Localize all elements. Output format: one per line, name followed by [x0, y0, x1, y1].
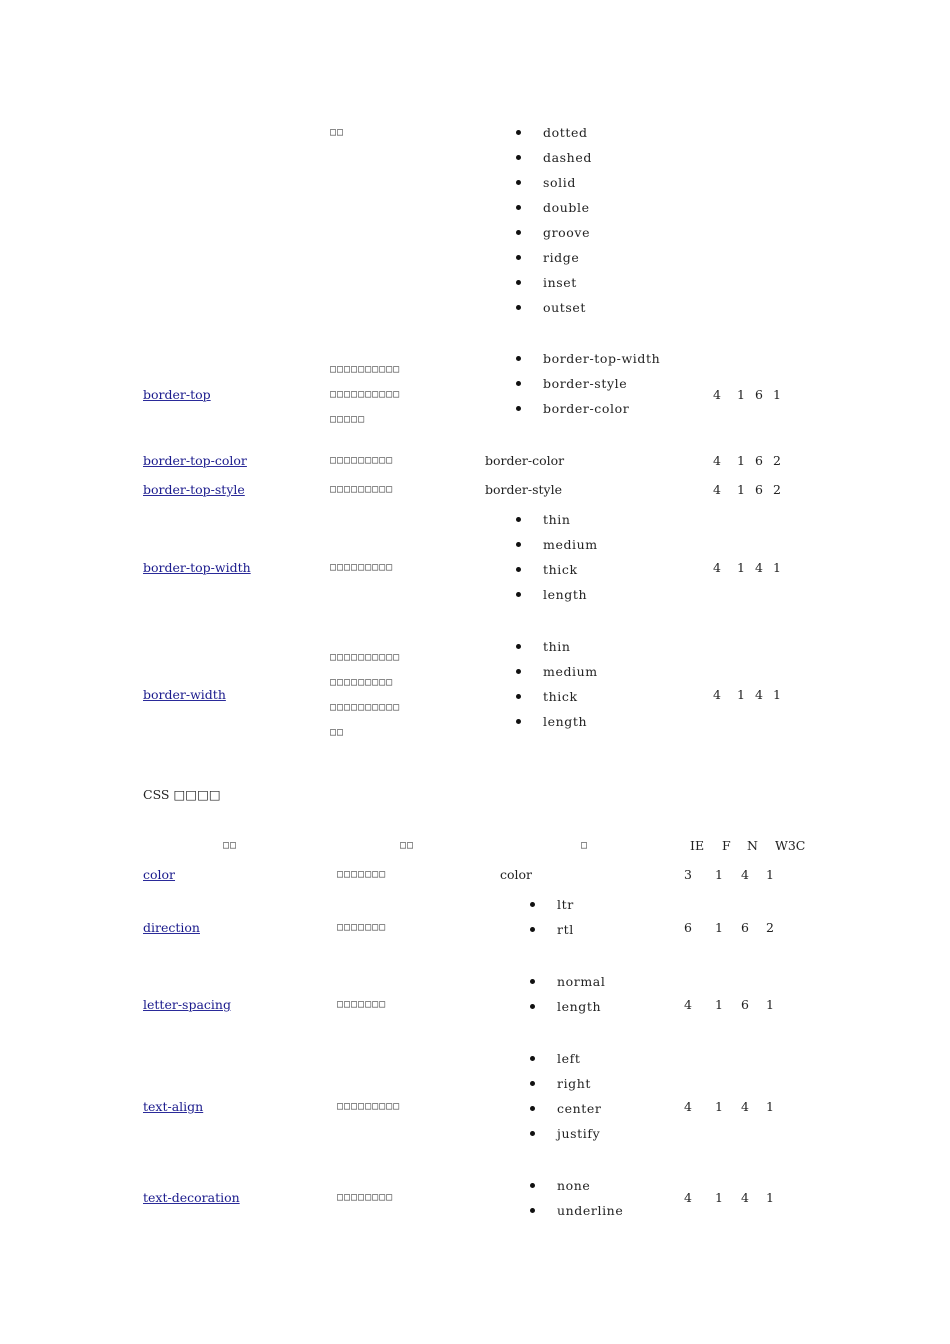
w3c-version: 1: [766, 997, 774, 1012]
value-item: length: [543, 587, 588, 602]
value-item: center: [557, 1101, 602, 1116]
row-description: □□□□□: [330, 414, 366, 425]
bullet-icon: [516, 356, 521, 361]
bullet-icon: [516, 230, 521, 235]
ie-version: 4: [684, 1190, 692, 1205]
row-description: □□□□□□□□□□: [330, 652, 401, 663]
property-link-direction[interactable]: direction: [143, 920, 200, 935]
value-item: underline: [557, 1203, 624, 1218]
firefox-version: 1: [737, 482, 745, 497]
row-description: □□□□□□□□□□: [330, 364, 401, 375]
value-item: double: [543, 200, 590, 215]
value-item: dotted: [543, 125, 588, 140]
property-link-border-top-style[interactable]: border-top-style: [143, 482, 245, 497]
bullet-icon: [516, 255, 521, 260]
row-value: border-style: [485, 482, 562, 497]
value-item: right: [557, 1076, 592, 1091]
firefox-version: 1: [737, 687, 745, 702]
property-link-border-top-color[interactable]: border-top-color: [143, 453, 247, 468]
row-description: □□□□□□□□□: [330, 562, 394, 573]
bullet-icon: [516, 694, 521, 699]
bullet-icon: [516, 719, 521, 724]
value-item: length: [557, 999, 602, 1014]
bullet-icon: [530, 1056, 535, 1061]
bullet-icon: [530, 1208, 535, 1213]
firefox-version: 1: [715, 1099, 723, 1114]
value-item: solid: [543, 175, 576, 190]
value-item: medium: [543, 664, 598, 679]
bullet-icon: [530, 902, 535, 907]
bullet-icon: [516, 280, 521, 285]
row-description: □□□□□□□□□□: [330, 702, 401, 713]
w3c-version: 2: [773, 453, 781, 468]
bullet-icon: [516, 592, 521, 597]
ie-version: 4: [713, 387, 721, 402]
value-item: normal: [557, 974, 606, 989]
row-description: □□□□□□□□□: [330, 677, 394, 688]
firefox-version: 1: [715, 1190, 723, 1205]
value-item: thick: [543, 689, 578, 704]
value-item: left: [557, 1051, 581, 1066]
property-link-border-width[interactable]: border-width: [143, 687, 226, 702]
header-description: □□: [400, 840, 415, 851]
header-attribute: □□: [223, 840, 238, 851]
bullet-icon: [516, 542, 521, 547]
bullet-icon: [530, 927, 535, 932]
property-link-border-top[interactable]: border-top: [143, 387, 211, 402]
bullet-icon: [516, 567, 521, 572]
value-item: inset: [543, 275, 577, 290]
bullet-icon: [516, 205, 521, 210]
property-link-text-decoration[interactable]: text-decoration: [143, 1190, 240, 1205]
w3c-version: 1: [766, 1190, 774, 1205]
w3c-version: 2: [766, 920, 774, 935]
w3c-version: 1: [766, 1099, 774, 1114]
row-value: border-color: [485, 453, 565, 468]
value-item: rtl: [557, 922, 574, 937]
property-link-color[interactable]: color: [143, 867, 176, 882]
firefox-version: 1: [737, 560, 745, 575]
value-item: thick: [543, 562, 578, 577]
bullet-icon: [530, 979, 535, 984]
w3c-version: 1: [773, 687, 781, 702]
row-description: □□: [330, 127, 345, 138]
value-item: medium: [543, 537, 598, 552]
bullet-icon: [516, 155, 521, 160]
w3c-version: 2: [773, 482, 781, 497]
bullet-icon: [516, 406, 521, 411]
bullet-icon: [530, 1131, 535, 1136]
header-ie: IE: [690, 838, 705, 853]
ie-version: 4: [713, 453, 721, 468]
value-item: border-top-width: [543, 351, 661, 366]
bullet-icon: [530, 1183, 535, 1188]
bullet-icon: [516, 381, 521, 386]
row-description: □□□□□□□□□: [330, 455, 394, 466]
w3c-version: 1: [773, 387, 781, 402]
row-description: □□□□□□□: [337, 999, 387, 1010]
bullet-icon: [516, 644, 521, 649]
w3c-version: 1: [766, 867, 774, 882]
firefox-version: 1: [715, 997, 723, 1012]
netscape-version: 4: [755, 687, 763, 702]
value-item: border-style: [543, 376, 628, 391]
netscape-version: 6: [755, 482, 763, 497]
row-description: □□□□□□□: [337, 922, 387, 933]
value-item: thin: [543, 512, 571, 527]
value-item: justify: [557, 1126, 601, 1141]
w3c-version: 1: [773, 560, 781, 575]
row-value: color: [500, 867, 533, 882]
bullet-icon: [530, 1004, 535, 1009]
bullet-icon: [516, 305, 521, 310]
ie-version: 4: [713, 560, 721, 575]
property-link-border-top-width[interactable]: border-top-width: [143, 560, 251, 575]
firefox-version: 1: [715, 920, 723, 935]
property-link-letter-spacing[interactable]: letter-spacing: [143, 997, 231, 1012]
row-description: □□□□□□□□□: [330, 484, 394, 495]
value-item: groove: [543, 225, 591, 240]
header-value: □: [581, 840, 589, 851]
netscape-version: 4: [741, 1190, 749, 1205]
netscape-version: 4: [741, 1099, 749, 1114]
ie-version: 4: [684, 997, 692, 1012]
netscape-version: 6: [741, 920, 749, 935]
value-item: ltr: [557, 897, 574, 912]
value-item: dashed: [543, 150, 592, 165]
bullet-icon: [516, 669, 521, 674]
value-item: thin: [543, 639, 571, 654]
firefox-version: 1: [737, 387, 745, 402]
bullet-icon: [516, 517, 521, 522]
ie-version: 4: [713, 687, 721, 702]
header-firefox: F: [722, 838, 731, 853]
netscape-version: 6: [741, 997, 749, 1012]
bullet-icon: [530, 1106, 535, 1111]
netscape-version: 4: [741, 867, 749, 882]
row-description: □□□□□□□□□: [337, 1101, 401, 1112]
value-item: outset: [543, 300, 587, 315]
ie-version: 3: [684, 867, 692, 882]
bullet-icon: [530, 1081, 535, 1086]
section-heading: CSS □□□□: [143, 787, 221, 802]
row-description: □□: [330, 727, 345, 738]
firefox-version: 1: [737, 453, 745, 468]
value-item: border-color: [543, 401, 630, 416]
netscape-version: 6: [755, 387, 763, 402]
netscape-version: 6: [755, 453, 763, 468]
bullet-icon: [516, 130, 521, 135]
bullet-icon: [516, 180, 521, 185]
netscape-version: 4: [755, 560, 763, 575]
ie-version: 4: [713, 482, 721, 497]
ie-version: 6: [684, 920, 692, 935]
value-item: ridge: [543, 250, 580, 265]
ie-version: 4: [684, 1099, 692, 1114]
value-item: none: [557, 1178, 591, 1193]
value-item: length: [543, 714, 588, 729]
row-description: □□□□□□□□□□: [330, 389, 401, 400]
header-w3c: W3C: [775, 838, 806, 853]
property-link-text-align[interactable]: text-align: [143, 1099, 204, 1114]
firefox-version: 1: [715, 867, 723, 882]
header-netscape: N: [747, 838, 758, 853]
row-description: □□□□□□□□: [337, 1192, 394, 1203]
row-description: □□□□□□□: [337, 869, 387, 880]
